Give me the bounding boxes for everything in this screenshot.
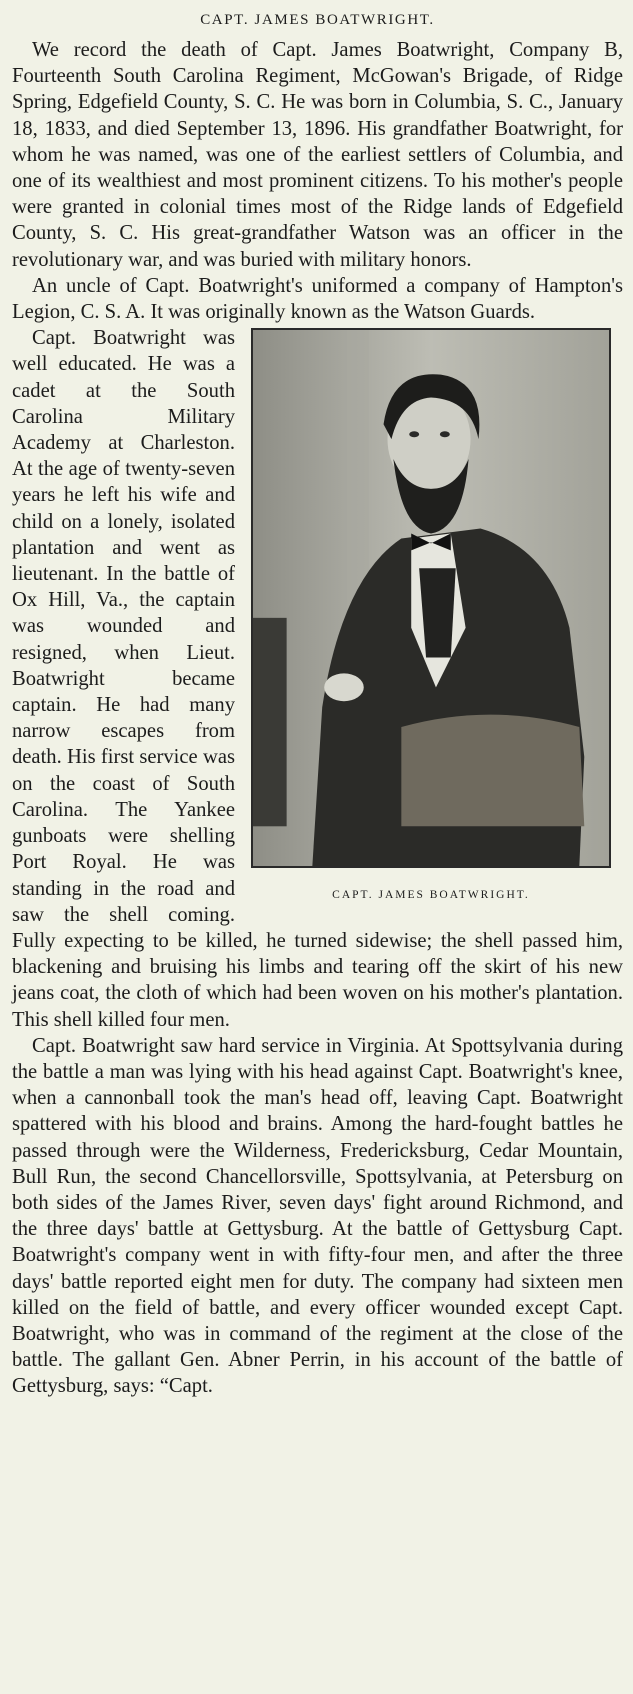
article-title: CAPT. JAMES BOATWRIGHT. (200, 12, 435, 28)
paragraph-4: Capt. Boatwright saw hard service in Virginia. At Spottsylvania during the battle a man was lying with his head against Capt. Boatwright's knee, when a cannonball took the man's head off, leaving Capt. Boatwright spattered with his blood and brains. Among the hard-fought battles he passed through were the Wilderness, Fredericksburg, Cedar Mountain, Bull Run, the second Chancellorsville, Spottsylvania, at Petersburg on both sides of the James River, seven days' fight around Richmond, and the three days' battle at Gettysburg. At the battle of Gettysburg Capt. Boatwright's company went in with fifty-four men, and after the three days' battle reported eight men for duty. The company had sixteen men killed on the field of battle, and every officer wounded except Capt. Boatwright, who was in command of the regiment at the close of the battle. The gallant Gen. Abner Perrin, in his account of the battle of Gettysburg, says: “Capt. (12, 1034, 623, 1398)
portrait-caption: CAPT. JAMES BOATWRIGHT. (332, 889, 530, 902)
paragraph-2: An uncle of Capt. Boatwright's uniformed a company of Hampton's Legion, C. S. A. It was originally known as the Watson Guards. (12, 274, 623, 324)
article-body (12, 37, 623, 1400)
paragraph-1: We record the death of Capt. James Boatwright, Company B, Fourteenth South Carolina Regiment, McGowan's Brigade, of Ridge Spring, Edgefield County, S. C. He was born in Columbia, S. C., January 18, 1833, and died September 13, 1896. His grandfather Boatwright, for whom he was named, was one of the earliest settlers of Columbia, and one of its wealthiest and most prominent citizens. To his mother's people were granted in colonial times most of the Ridge lands of Edgefield County, S. C. His great-grandfather Watson was an officer in the revolutionary war, and was buried with military honors. (12, 39, 623, 271)
portrait-photo-icon (253, 330, 609, 866)
portrait-photo (251, 328, 611, 868)
paragraph-3: Capt. Boatwright was well educated. He was a cadet at the South Carolina Military Academy at Charleston. At the age of twenty-seven years he left his wife and child on a lonely, isolated plantation and went as lieutenant. In the battle of Ox Hill, Va., the captain was wounded and resigned, when Lieut. Boatwright became captain. He had many narrow escapes from death. His first service was on the coast of South Carolina. The Yankee gunboats were shelling Port Royal. He was standing in the road and saw the shell coming. Fully expecting to be killed, he turned sidewise; the shell passed him, blackening and bruising his limbs and tearing off the skirt of his new jeans coat, the cloth of which had been woven on his mother's plantation. This shell killed four men. (12, 327, 623, 1031)
portrait-figure (251, 328, 623, 908)
